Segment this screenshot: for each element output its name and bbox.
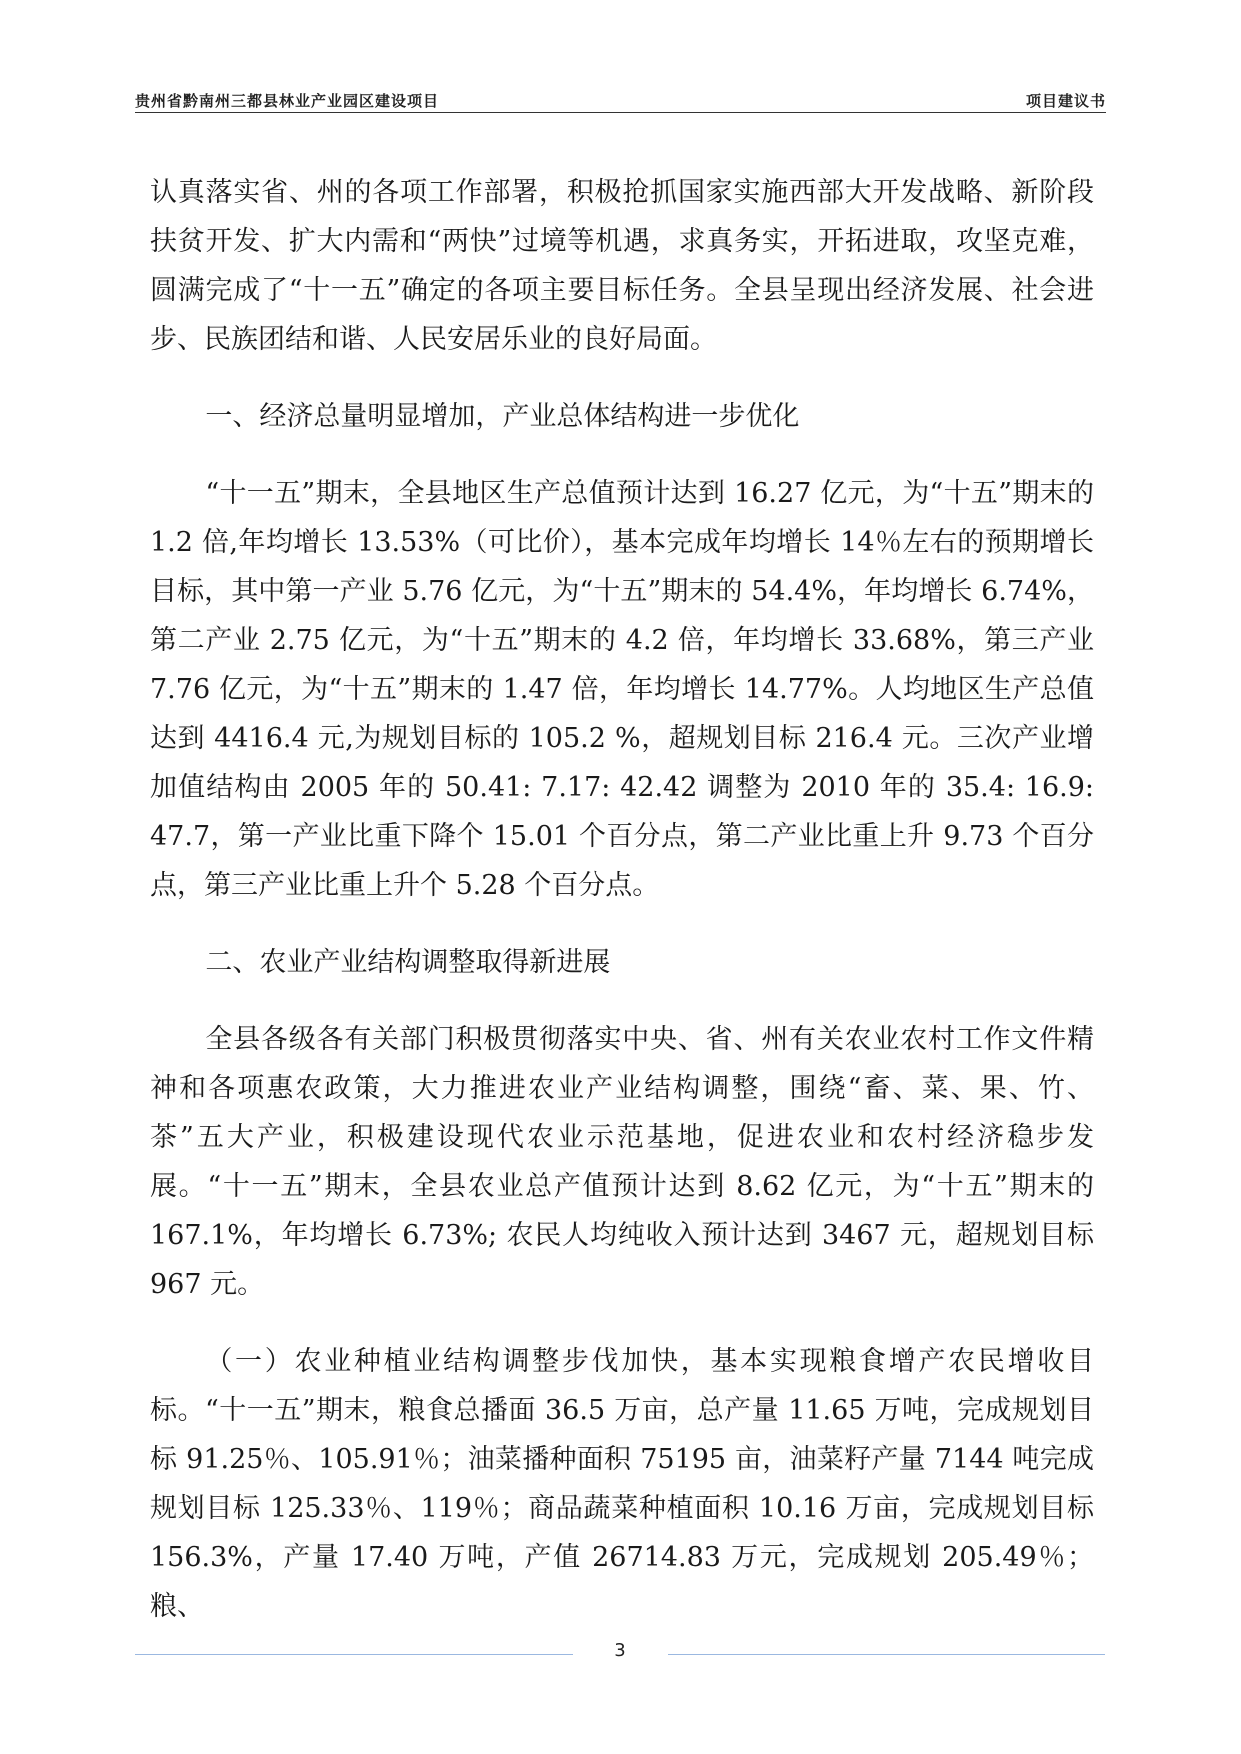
footer-divider-left: [135, 1654, 573, 1655]
header-divider: [135, 112, 1106, 113]
page-number: 3: [614, 1640, 626, 1661]
paragraph-intro-continuation: 认真落实省、州的各项工作部署，积极抢抓国家实施西部大开发战略、新阶段扶贫开发、扩大内需和“两快”过境等机遇，求真务实，开拓进取，攻坚克难，圆满完成了“十一五”确定的各项主要目标任务。全县呈现出经济发展、社会进步、民族团结和谐、人民安居乐业的良好局面。: [150, 177, 1094, 355]
page-header: [135, 86, 1106, 112]
page-body: [150, 168, 1094, 1631]
section-heading-agriculture: 二、农业产业结构调整取得新进展: [205, 947, 611, 978]
footer-divider-right: [668, 1654, 1105, 1655]
header-project-title: 贵州省黔南州三都县林业产业园区建设项目: [135, 92, 440, 110]
section-heading-economy: 一、经济总量明显增加，产业总体结构进一步优化: [205, 401, 800, 432]
header-document-type: 项目建议书: [1025, 92, 1106, 110]
paragraph-planting-structure: （一）农业种植业结构调整步伐加快，基本实现粮食增产农民增收目标。“十一五”期末，粮食总播面 36.5 万亩，总产量 11.65 万吨，完成规划目标 91.25％、105.91％；油菜播种面积 75195 亩，油菜籽产量 7144 吨完成规划目标 125.33％、119％；商品蔬菜种植面积 10.16 万亩，完成规划目标 156.3%，产量 17.40 万吨，产值 26714.83 万元，完成规划 205.49％；粮、: [150, 1346, 1094, 1622]
paragraph-agriculture: 全县各级各有关部门积极贯彻落实中央、省、州有关农业农村工作文件精神和各项惠农政策，大力推进农业产业结构调整，围绕“畜、菜、果、竹、茶”五大产业，积极建设现代农业示范基地，促进农业和农村经济稳步发展。“十一五”期末，全县农业总产值预计达到 8.62 亿元，为“十五”期末的 167.1%，年均增长 6.73%; 农民人均纯收入预计达到 3467 元，超规划目标 967 元。: [150, 1024, 1094, 1300]
paragraph-economy: “十一五”期末，全县地区生产总值预计达到 16.27 亿元，为“十五”期末的 1.2 倍,年均增长 13.53%（可比价），基本完成年均增长 14％左右的预期增长目标，其中第一产业 5.76 亿元，为“十五”期末的 54.4%，年均增长 6.74%，第二产业 2.75 亿元，为“十五”期末的 4.2 倍，年均增长 33.68%，第三产业 7.76 亿元，为“十五”期末的 1.47 倍，年均增长 14.77%。人均地区生产总值达到 4416.4 元,为规划目标的 105.2 %，超规划目标 216.4 元。三次产业增加值结构由 2005 年的 50.41: 7.17: 42.42 调整为 2010 年的 35.4: 16.9: 47.7，第一产业比重下降个 15.01 个百分点，第二产业比重上升 9.73 个百分点，第三产业比重上升个 5.28 个百分点。: [150, 478, 1094, 901]
